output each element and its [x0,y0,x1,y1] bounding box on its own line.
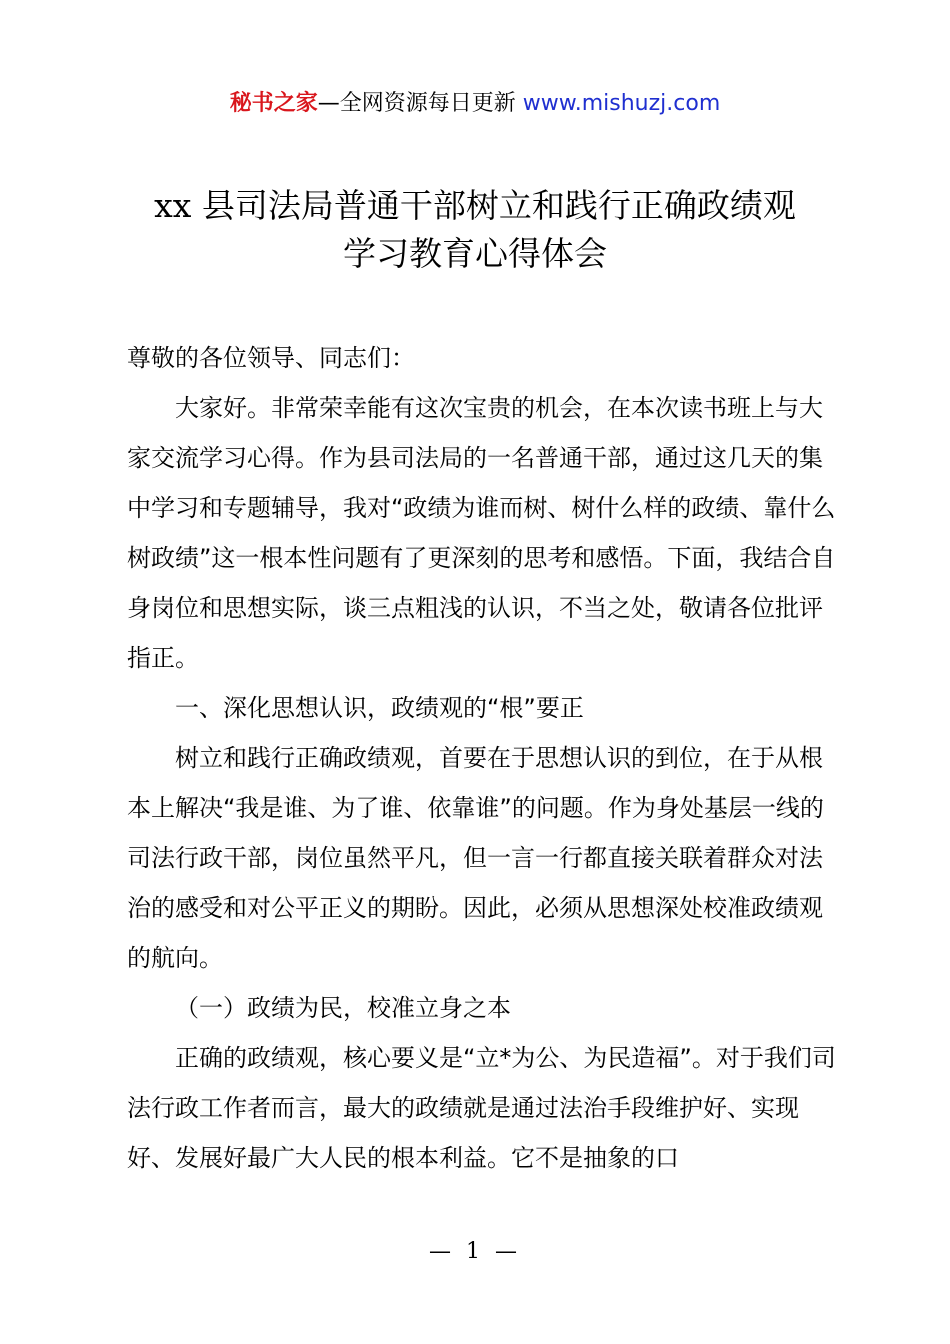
section-heading-1: 一、深化思想认识，政绩观的“根”要正 [175,694,584,722]
site-url-link[interactable]: www.mishuzj.com [522,91,721,116]
title-line-2: 学习教育心得体会 [343,234,607,273]
page-number: — 1 — [429,1239,521,1264]
paragraph-intro: 大家好。非常荣幸能有这次宝贵的机会，在本次读书班上与大家交流学习心得。作为县司法局的一名普通干部，通过这几天的集中学习和专题辅导，我对“政绩为谁而树、树什么样的政绩、靠什么树政绩”这一根本性问题有了更深刻的思考和感悟。下面，我结合自身岗位和思想实际，谈三点粗浅的认识，不当之处，敬请各位批评指正。 [127,394,836,672]
site-brand: 秘书之家 [229,91,318,116]
subsection-heading-1: （一）政绩为民，校准立身之本 [175,994,511,1022]
paragraph-subsection-1: 正确的政绩观，核心要义是“立*为公、为民造福”。对于我们司法行政工作者而言，最大的政绩就是通过法治手段维护好、实现好、发展好最广大人民的根本利益。它不是抽象的口 [127,1044,836,1172]
title-line-1: xx 县司法局普通干部树立和践行正确政绩观 [154,186,796,225]
paragraph-section-1: 树立和践行正确政绩观，首要在于思想认识的到位，在于从根本上解决“我是谁、为了谁、依靠谁”的问题。作为身处基层一线的司法行政干部，岗位虽然平凡，但一言一行都直接关联着群众对法治的感受和对公平正义的期盼。因此，必须从思想深处校准政绩观的航向。 [127,744,824,972]
site-slogan: —全网资源每日更新 [317,91,523,116]
document-body [127,333,837,1183]
salutation: 尊敬的各位领导、同志们： [127,344,415,372]
site-header [0,88,950,120]
document-title [0,182,950,278]
